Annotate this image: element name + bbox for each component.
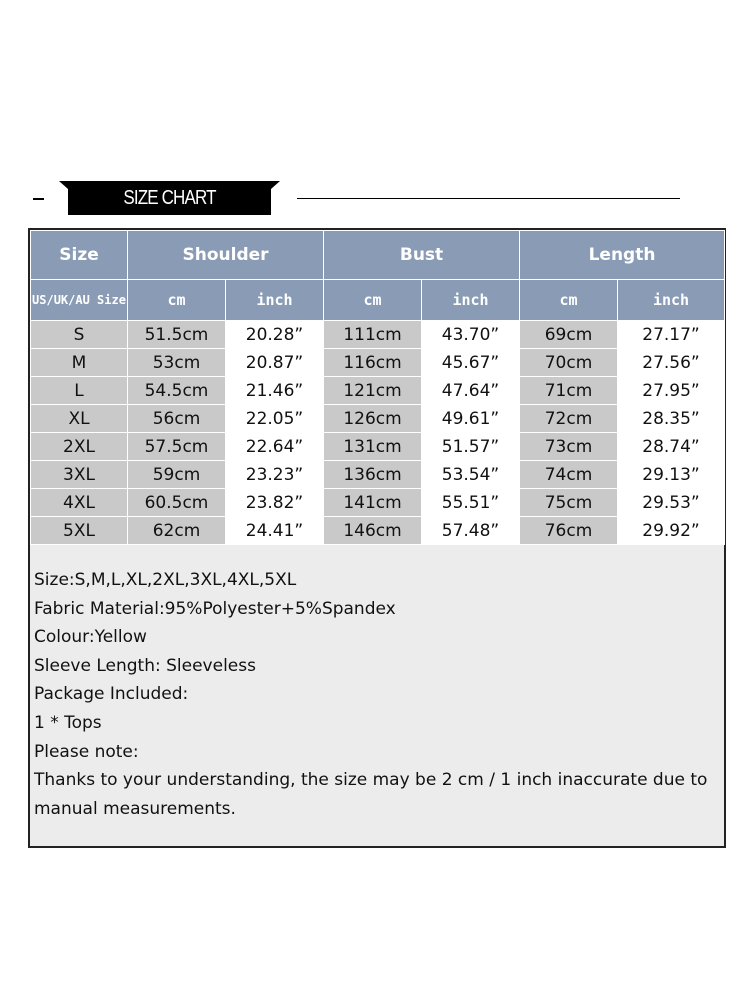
table-row bbox=[31, 433, 725, 461]
bust-cm-cell: 121cm bbox=[324, 377, 422, 405]
note-line: Fabric Material:95%Polyester+5%Spandex bbox=[34, 598, 396, 619]
table-row bbox=[31, 321, 725, 349]
banner-right-notch bbox=[271, 181, 280, 189]
bust-cm-cell: 146cm bbox=[324, 517, 422, 545]
shoulder-inch-cell: 20.87” bbox=[226, 349, 324, 377]
bust-inch-cell: 57.48” bbox=[422, 517, 520, 545]
table-row bbox=[31, 517, 725, 545]
size-cell: M bbox=[31, 349, 128, 377]
banner-title: SIZE CHART bbox=[123, 187, 216, 209]
length-cm-cell: 72cm bbox=[520, 405, 618, 433]
bust-cm-cell: 126cm bbox=[324, 405, 422, 433]
header-length-inch: inch bbox=[618, 280, 725, 321]
header-shoulder: Shoulder bbox=[128, 231, 324, 280]
header-length-cm: cm bbox=[520, 280, 618, 321]
product-notes bbox=[34, 566, 720, 823]
table-row bbox=[31, 489, 725, 517]
length-cm-cell: 74cm bbox=[520, 461, 618, 489]
size-cell: 2XL bbox=[31, 433, 128, 461]
shoulder-cm-cell: 57.5cm bbox=[128, 433, 226, 461]
bust-inch-cell: 51.57” bbox=[422, 433, 520, 461]
bust-inch-cell: 45.67” bbox=[422, 349, 520, 377]
bust-inch-cell: 55.51” bbox=[422, 489, 520, 517]
shoulder-cm-cell: 51.5cm bbox=[128, 321, 226, 349]
shoulder-cm-cell: 53cm bbox=[128, 349, 226, 377]
header-bust-cm: cm bbox=[324, 280, 422, 321]
shoulder-inch-cell: 23.23” bbox=[226, 461, 324, 489]
size-cell: 5XL bbox=[31, 517, 128, 545]
unit-header-row bbox=[31, 280, 725, 321]
shoulder-cm-cell: 54.5cm bbox=[128, 377, 226, 405]
shoulder-inch-cell: 22.64” bbox=[226, 433, 324, 461]
shoulder-inch-cell: 24.41” bbox=[226, 517, 324, 545]
table-row bbox=[31, 405, 725, 433]
shoulder-inch-cell: 20.28” bbox=[226, 321, 324, 349]
bust-cm-cell: 131cm bbox=[324, 433, 422, 461]
note-line: Please note: bbox=[34, 741, 139, 762]
length-inch-cell: 29.13” bbox=[618, 461, 725, 489]
size-chart-banner bbox=[0, 178, 750, 220]
table-row bbox=[31, 377, 725, 405]
header-bust-inch: inch bbox=[422, 280, 520, 321]
bust-inch-cell: 53.54” bbox=[422, 461, 520, 489]
bust-cm-cell: 136cm bbox=[324, 461, 422, 489]
note-line: 1 * Tops bbox=[34, 712, 102, 733]
banner-left-dash bbox=[33, 198, 44, 200]
size-cell: 4XL bbox=[31, 489, 128, 517]
bust-inch-cell: 43.70” bbox=[422, 321, 520, 349]
banner-right-line bbox=[297, 198, 680, 199]
bust-cm-cell: 111cm bbox=[324, 321, 422, 349]
length-cm-cell: 76cm bbox=[520, 517, 618, 545]
shoulder-inch-cell: 22.05” bbox=[226, 405, 324, 433]
header-length: Length bbox=[520, 231, 725, 280]
size-table bbox=[30, 230, 725, 545]
length-cm-cell: 69cm bbox=[520, 321, 618, 349]
size-chart-box bbox=[28, 228, 726, 848]
bust-inch-cell: 49.61” bbox=[422, 405, 520, 433]
header-shoulder-cm: cm bbox=[128, 280, 226, 321]
header-size: Size bbox=[31, 231, 128, 280]
bust-cm-cell: 141cm bbox=[324, 489, 422, 517]
length-cm-cell: 70cm bbox=[520, 349, 618, 377]
banner-left-notch bbox=[59, 181, 68, 189]
shoulder-cm-cell: 62cm bbox=[128, 517, 226, 545]
group-header-row bbox=[31, 231, 725, 280]
table-row bbox=[31, 461, 725, 489]
bust-cm-cell: 116cm bbox=[324, 349, 422, 377]
size-cell: XL bbox=[31, 405, 128, 433]
shoulder-cm-cell: 60.5cm bbox=[128, 489, 226, 517]
bust-inch-cell: 47.64” bbox=[422, 377, 520, 405]
length-inch-cell: 27.56” bbox=[618, 349, 725, 377]
table-body bbox=[31, 321, 725, 545]
length-cm-cell: 75cm bbox=[520, 489, 618, 517]
length-inch-cell: 29.92” bbox=[618, 517, 725, 545]
size-cell: S bbox=[31, 321, 128, 349]
note-line: Thanks to your understanding, the size may be 2 cm / 1 inch inaccurate due to manual measurements. bbox=[34, 770, 708, 819]
header-bust: Bust bbox=[324, 231, 520, 280]
length-cm-cell: 73cm bbox=[520, 433, 618, 461]
note-line: Package Included: bbox=[34, 684, 189, 705]
note-line: Size:S,M,L,XL,2XL,3XL,4XL,5XL bbox=[34, 570, 297, 590]
length-cm-cell: 71cm bbox=[520, 377, 618, 405]
shoulder-inch-cell: 23.82” bbox=[226, 489, 324, 517]
shoulder-cm-cell: 59cm bbox=[128, 461, 226, 489]
shoulder-cm-cell: 56cm bbox=[128, 405, 226, 433]
table-row bbox=[31, 349, 725, 377]
size-cell: 3XL bbox=[31, 461, 128, 489]
length-inch-cell: 28.74” bbox=[618, 433, 725, 461]
shoulder-inch-cell: 21.46” bbox=[226, 377, 324, 405]
length-inch-cell: 29.53” bbox=[618, 489, 725, 517]
length-inch-cell: 28.35” bbox=[618, 405, 725, 433]
length-inch-cell: 27.17” bbox=[618, 321, 725, 349]
length-inch-cell: 27.95” bbox=[618, 377, 725, 405]
note-line: Colour:Yellow bbox=[34, 627, 147, 648]
header-shoulder-inch: inch bbox=[226, 280, 324, 321]
header-region-size: US/UK/AU Size bbox=[31, 280, 128, 321]
note-line: Sleeve Length: Sleeveless bbox=[34, 655, 256, 676]
size-cell: L bbox=[31, 377, 128, 405]
